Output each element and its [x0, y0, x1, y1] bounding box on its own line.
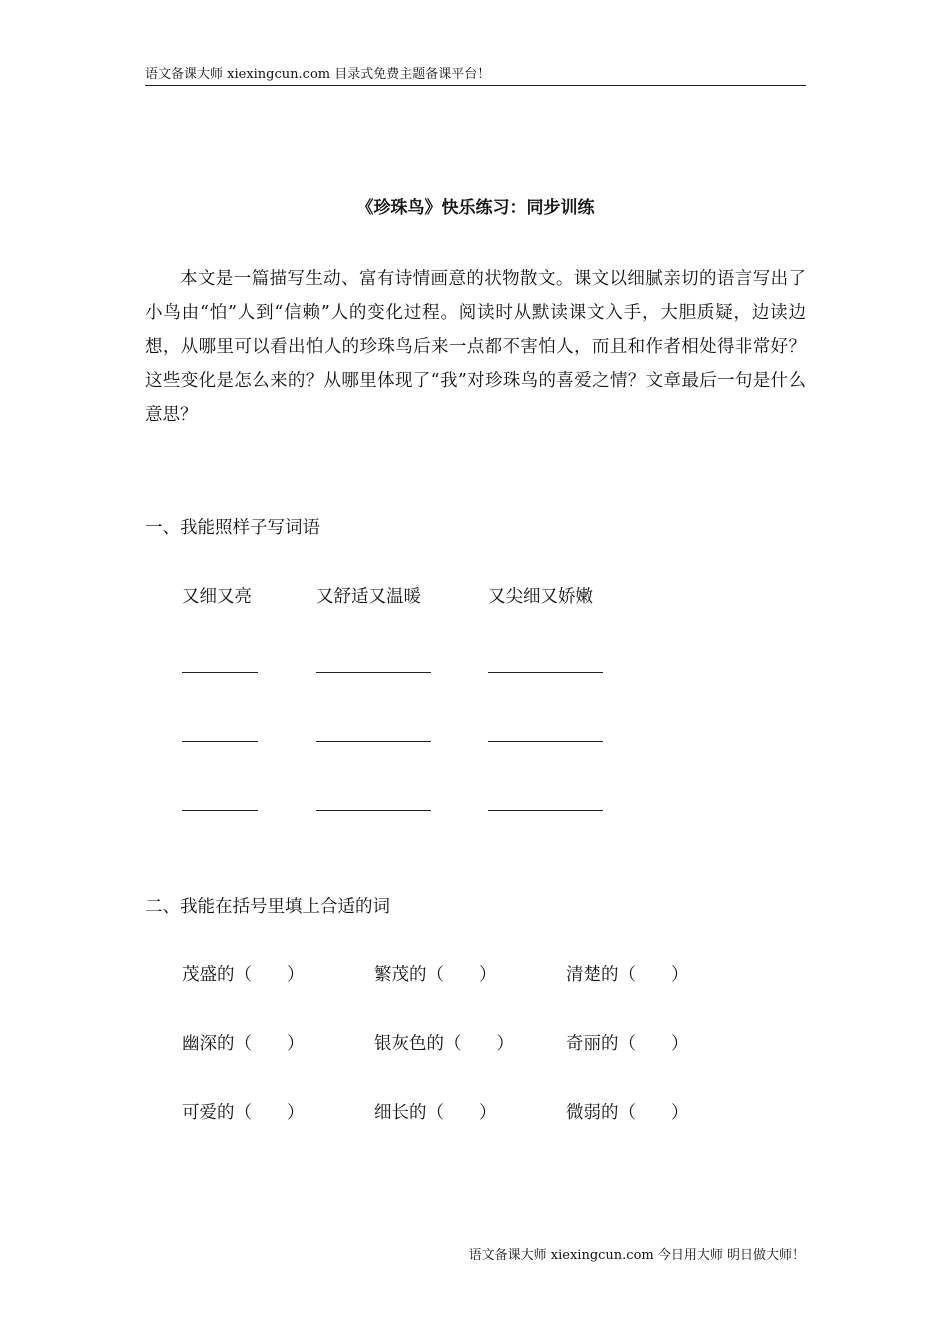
example-word: 又舒适又温暖: [316, 587, 421, 607]
answer-blank[interactable]: [488, 810, 603, 811]
fill-in-item[interactable]: 细长的（ ）: [374, 1103, 497, 1123]
fill-in-row: [0, 1100, 950, 1126]
intro-text: 本文是一篇描写生动、富有诗情画意的状物散文。课文以细腻亲切的语言写出了小鸟由“怕”人到“信赖”人的变化过程。阅读时从默读课文入手，大胆质疑，边读边想，从哪里可以看出怕人的珍珠鸟后来一点都不害怕人，而且和作者相处得非常好？这些变化是怎么来的？从哪里体现了“我”对珍珠鸟的喜爱之情？文章最后一句是什么意思？: [145, 269, 806, 425]
section1-heading: 一、我能照样子写词语: [145, 518, 320, 538]
fill-in-item[interactable]: 茂盛的（ ）: [182, 965, 305, 985]
fill-in-item[interactable]: 繁茂的（ ）: [374, 965, 497, 985]
fill-in-item[interactable]: 银灰色的（ ）: [374, 1034, 514, 1054]
page-header: 语文备课大师 xiexingcun.com 目录式免费主题备课平台！: [145, 67, 491, 82]
fill-in-item[interactable]: 可爱的（ ）: [182, 1103, 305, 1123]
answer-blank[interactable]: [316, 672, 431, 673]
section2-heading: 二、我能在括号里填上合适的词: [145, 897, 390, 917]
answer-blank[interactable]: [182, 741, 258, 742]
header-rule: [145, 85, 806, 86]
answer-blank[interactable]: [488, 672, 603, 673]
fill-in-item[interactable]: 幽深的（ ）: [182, 1034, 305, 1054]
answer-blank[interactable]: [182, 810, 258, 811]
answer-blank[interactable]: [316, 741, 431, 742]
answer-blank[interactable]: [182, 672, 258, 673]
fill-in-row: [0, 962, 950, 988]
intro-paragraph: [145, 262, 806, 432]
page-footer: 语文备课大师 xiexingcun.com 今日用大师 明日做大师！: [468, 1248, 805, 1263]
example-words-row: [0, 584, 950, 610]
answer-blank[interactable]: [316, 810, 431, 811]
answer-blank[interactable]: [488, 741, 603, 742]
fill-in-row: [0, 1031, 950, 1057]
example-word: 又细又亮: [182, 587, 252, 607]
example-word: 又尖细又娇嫩: [488, 587, 593, 607]
document-title: 《珍珠鸟》快乐练习：同步训练: [356, 198, 595, 218]
fill-in-item[interactable]: 微弱的（ ）: [566, 1103, 689, 1123]
fill-in-item[interactable]: 奇丽的（ ）: [566, 1034, 689, 1054]
fill-in-item[interactable]: 清楚的（ ）: [566, 965, 689, 985]
